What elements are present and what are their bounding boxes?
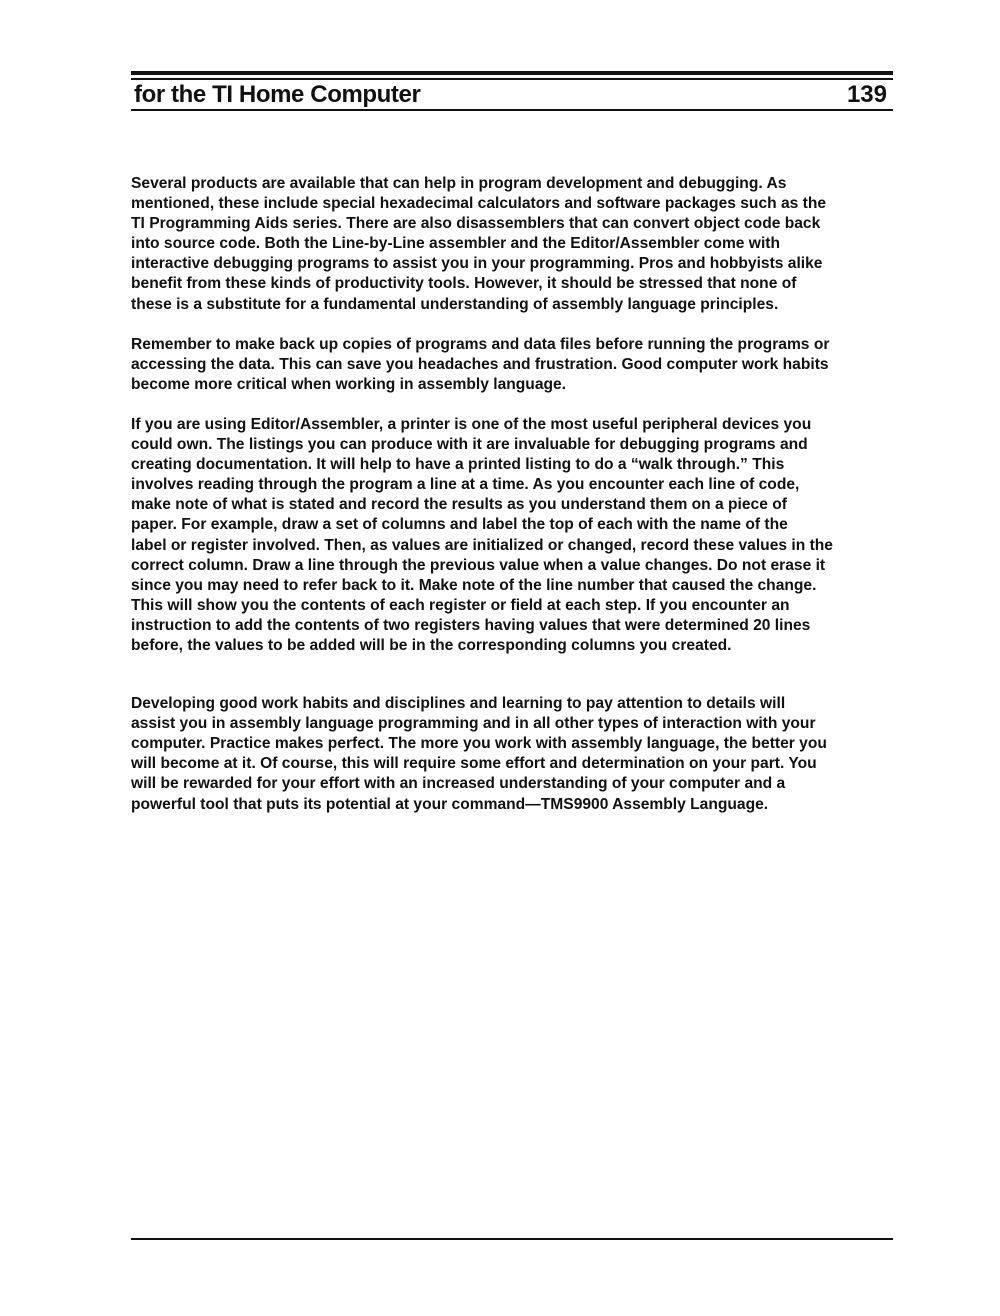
- text-line: interactive debugging programs to assist you in your programming. Pros and hobbyists alike: [131, 255, 823, 273]
- text-line: mentioned, these include special hexadecimal calculators and software packages such as the: [131, 195, 827, 213]
- text-line: will become at it. Of course, this will require some effort and determination on your part. You: [131, 755, 817, 773]
- text-line: computer. Practice makes perfect. The more you work with assembly language, the better you: [131, 735, 827, 753]
- text-line: accessing the data. This can save you headaches and frustration. Good computer work habits: [131, 355, 829, 373]
- text-line: these is a substitute for a fundamental understanding of assembly language principles.: [131, 295, 779, 313]
- text-line: powerful tool that puts its potential at your command—TMS9900 Assembly Language.: [131, 795, 769, 813]
- text-line: will be rewarded for your effort with an increased understanding of your computer and a: [131, 775, 786, 793]
- paragraph-printer-walkthrough: [131, 415, 911, 656]
- text-line: since you may need to refer back to it. Make note of the line number that caused the change.: [131, 576, 817, 594]
- text-line: into source code. Both the Line-by-Line assembler and the Editor/Assembler come with: [131, 235, 780, 253]
- text-line: make note of what is stated and record the results as you understand them on a piece of: [131, 496, 787, 514]
- text-line: TI Programming Aids series. There are also disassemblers that can convert object code back: [131, 215, 821, 233]
- text-line: correct column. Draw a line through the previous value when a value changes. Do not erase it: [131, 556, 826, 574]
- header-rule-thick: [131, 71, 893, 75]
- paragraph-debugging-tools: [131, 174, 911, 315]
- text-line: Several products are available that can help in program development and debugging. As: [131, 175, 787, 192]
- text-line: Developing good work habits and disciplines and learning to pay attention to details will: [131, 695, 786, 713]
- text-line: instruction to add the contents of two registers having values that were determined 20 lines: [131, 616, 811, 634]
- text-line: creating documentation. It will help to have a printed listing to do a “walk through.” This: [131, 456, 785, 474]
- text-line: If you are using Editor/Assembler, a printer is one of the most useful peripheral devices you: [131, 415, 812, 433]
- footer-rule: [131, 1238, 893, 1240]
- page-number: 139: [846, 81, 887, 108]
- text-line: Remember to make back up copies of programs and data files before running the programs or: [131, 335, 830, 353]
- text-line: assist you in assembly language programming and in all other types of interaction with your: [131, 715, 816, 733]
- text-line: paper. For example, draw a set of columns and label the top of each with the name of the: [131, 516, 788, 534]
- text-line: involves reading through the program a line at a time. As you encounter each line of code,: [131, 476, 800, 494]
- text-line: before, the values to be added will be in the corresponding columns you created.: [131, 636, 732, 654]
- running-head: for the TI Home Computer: [134, 81, 421, 108]
- body-text: [131, 174, 911, 815]
- text-line: become more critical when working in assembly language.: [131, 375, 567, 393]
- text-line: benefit from these kinds of productivity tools. However, it should be stressed that none of: [131, 275, 797, 293]
- text-line: could own. The listings you can produce with it are invaluable for debugging programs and: [131, 436, 808, 454]
- text-line: label or register involved. Then, as values are initialized or changed, record these values in the: [131, 536, 833, 554]
- paragraph-work-habits: [131, 694, 911, 815]
- text-line: This will show you the contents of each register or field at each step. If you encounter an: [131, 596, 790, 614]
- page-header: [131, 79, 893, 111]
- paragraph-backup-copies: [131, 335, 911, 395]
